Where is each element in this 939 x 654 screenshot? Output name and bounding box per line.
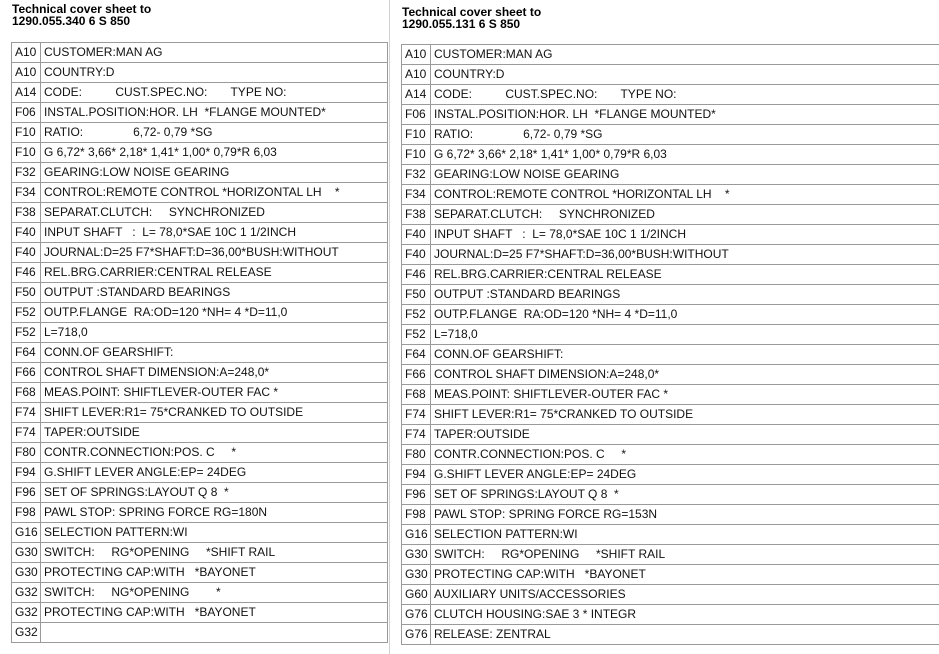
table-row[interactable]	[12, 363, 388, 383]
row-description-cell[interactable]	[41, 623, 388, 643]
row-code-cell[interactable]: F66	[12, 363, 41, 383]
right-cover-sheet-panel	[389, 0, 939, 654]
right-sheet-title: Technical cover sheet to	[402, 5, 542, 19]
row-code-cell[interactable]: G76	[402, 625, 431, 645]
table-row[interactable]	[12, 503, 388, 523]
row-description-cell[interactable]: GEARING:LOW NOISE GEARING	[41, 163, 388, 183]
row-description-cell[interactable]: TAPER:OUTSIDE	[41, 423, 388, 443]
row-description-cell[interactable]: SELECTION PATTERN:WI	[431, 525, 939, 545]
row-code-cell[interactable]: F34	[402, 185, 431, 205]
row-code-cell[interactable]: F98	[402, 505, 431, 525]
right-sheet-header	[402, 6, 541, 30]
row-code-cell[interactable]: A14	[12, 83, 41, 103]
row-code-cell[interactable]: F40	[12, 243, 41, 263]
table-row[interactable]	[402, 565, 939, 585]
row-code-cell[interactable]: F32	[12, 163, 41, 183]
row-description-cell[interactable]: SEPARAT.CLUTCH: SYNCHRONIZED	[431, 205, 939, 225]
row-code-cell[interactable]: F46	[12, 263, 41, 283]
table-row[interactable]	[402, 625, 939, 645]
left-sheet-number: 1290.055.340 6 S 850	[12, 14, 131, 28]
row-description-cell[interactable]: RATIO: 6,72- 0,79 *SG	[41, 123, 388, 143]
row-code-cell[interactable]: F66	[402, 365, 431, 385]
row-description-cell[interactable]: CODE: CUST.SPEC.NO: TYPE NO:	[431, 85, 939, 105]
table-row[interactable]	[402, 265, 939, 285]
row-code-cell[interactable]: F68	[12, 383, 41, 403]
row-code-cell[interactable]: F38	[12, 203, 41, 223]
table-row[interactable]	[12, 163, 388, 183]
row-code-cell[interactable]: A10	[12, 63, 41, 83]
row-description-cell[interactable]: SWITCH: NG*OPENING *	[41, 583, 388, 603]
table-row[interactable]	[402, 285, 939, 305]
row-description-cell[interactable]: CONTROL:REMOTE CONTROL *HORIZONTAL LH *	[431, 185, 939, 205]
row-code-cell[interactable]: F52	[12, 303, 41, 323]
row-code-cell[interactable]: F68	[402, 385, 431, 405]
row-description-cell[interactable]: PROTECTING CAP:WITH *BAYONET	[431, 565, 939, 585]
row-code-cell[interactable]: F50	[402, 285, 431, 305]
row-description-cell[interactable]: PAWL STOP: SPRING FORCE RG=153N	[431, 505, 939, 525]
row-code-cell[interactable]: F74	[12, 423, 41, 443]
left-spec-table-body	[12, 43, 388, 643]
right-spec-table	[401, 44, 939, 645]
row-code-cell[interactable]: G30	[402, 545, 431, 565]
table-row[interactable]	[12, 623, 388, 643]
row-code-cell[interactable]: F52	[402, 325, 431, 345]
row-code-cell[interactable]: F80	[12, 443, 41, 463]
table-row[interactable]	[402, 505, 939, 525]
table-row[interactable]	[12, 223, 388, 243]
row-description-cell[interactable]: OUTPUT :STANDARD BEARINGS	[41, 283, 388, 303]
table-row[interactable]	[402, 445, 939, 465]
table-row[interactable]	[12, 603, 388, 623]
table-row[interactable]	[402, 365, 939, 385]
table-row[interactable]	[12, 443, 388, 463]
table-row[interactable]	[402, 525, 939, 545]
row-code-cell[interactable]: F74	[402, 405, 431, 425]
table-row[interactable]	[402, 45, 939, 65]
row-code-cell[interactable]: F64	[402, 345, 431, 365]
row-code-cell[interactable]: F32	[402, 165, 431, 185]
row-description-cell[interactable]: PAWL STOP: SPRING FORCE RG=180N	[41, 503, 388, 523]
row-description-cell[interactable]: GEARING:LOW NOISE GEARING	[431, 165, 939, 185]
row-code-cell[interactable]: F64	[12, 343, 41, 363]
row-description-cell[interactable]: CLUTCH HOUSING:SAE 3 * INTEGR	[431, 605, 939, 625]
row-description-cell[interactable]: SET OF SPRINGS:LAYOUT Q 8 *	[431, 485, 939, 505]
table-row[interactable]	[402, 125, 939, 145]
row-code-cell[interactable]: F94	[12, 463, 41, 483]
right-sheet-number: 1290.055.131 6 S 850	[402, 17, 521, 31]
table-row[interactable]	[12, 543, 388, 563]
row-description-cell[interactable]: RELEASE: ZENTRAL	[431, 625, 939, 645]
table-row[interactable]	[402, 105, 939, 125]
table-row[interactable]	[12, 523, 388, 543]
row-description-cell[interactable]: MEAS.POINT: SHIFTLEVER-OUTER FAC *	[41, 383, 388, 403]
table-row[interactable]	[402, 545, 939, 565]
table-row[interactable]	[12, 323, 388, 343]
row-code-cell[interactable]: G16	[12, 523, 41, 543]
table-row[interactable]	[402, 145, 939, 165]
row-code-cell[interactable]: G16	[402, 525, 431, 545]
row-description-cell[interactable]: COUNTRY:D	[431, 65, 939, 85]
table-row[interactable]	[12, 43, 388, 63]
row-description-cell[interactable]: CUSTOMER:MAN AG	[41, 43, 388, 63]
table-row[interactable]	[12, 123, 388, 143]
table-row[interactable]	[12, 343, 388, 363]
row-description-cell[interactable]: SHIFT LEVER:R1= 75*CRANKED TO OUTSIDE	[41, 403, 388, 423]
row-code-cell[interactable]: F46	[402, 265, 431, 285]
row-code-cell[interactable]: F10	[12, 143, 41, 163]
row-code-cell[interactable]: F74	[402, 425, 431, 445]
row-description-cell[interactable]: L=718,0	[41, 323, 388, 343]
row-code-cell[interactable]: F10	[12, 123, 41, 143]
table-row[interactable]	[402, 425, 939, 445]
row-code-cell[interactable]: F38	[402, 205, 431, 225]
table-row[interactable]	[402, 405, 939, 425]
row-code-cell[interactable]: F96	[402, 485, 431, 505]
row-description-cell[interactable]: TAPER:OUTSIDE	[431, 425, 939, 445]
table-row[interactable]	[12, 483, 388, 503]
table-row[interactable]	[402, 305, 939, 325]
row-description-cell[interactable]: AUXILIARY UNITS/ACCESSORIES	[431, 585, 939, 605]
row-description-cell[interactable]: RATIO: 6,72- 0,79 *SG	[431, 125, 939, 145]
row-code-cell[interactable]: F50	[12, 283, 41, 303]
row-description-cell[interactable]: G 6,72* 3,66* 2,18* 1,41* 1,00* 0,79*R 6,03	[431, 145, 939, 165]
row-description-cell[interactable]: CONTROL SHAFT DIMENSION:A=248,0*	[431, 365, 939, 385]
row-code-cell[interactable]: A14	[402, 85, 431, 105]
table-row[interactable]	[402, 345, 939, 365]
left-sheet-header	[12, 3, 151, 27]
row-description-cell[interactable]: CONTR.CONNECTION:POS. C *	[431, 445, 939, 465]
table-row[interactable]	[402, 225, 939, 245]
table-row[interactable]	[402, 465, 939, 485]
row-code-cell[interactable]: F94	[402, 465, 431, 485]
row-description-cell[interactable]: COUNTRY:D	[41, 63, 388, 83]
row-description-cell[interactable]: SET OF SPRINGS:LAYOUT Q 8 *	[41, 483, 388, 503]
row-code-cell[interactable]: G32	[12, 603, 41, 623]
table-row[interactable]	[402, 185, 939, 205]
table-row[interactable]	[12, 243, 388, 263]
table-row[interactable]	[402, 605, 939, 625]
row-description-cell[interactable]: CONTROL:REMOTE CONTROL *HORIZONTAL LH *	[41, 183, 388, 203]
row-description-cell[interactable]: SEPARAT.CLUTCH: SYNCHRONIZED	[41, 203, 388, 223]
left-sheet-title: Technical cover sheet to	[12, 2, 152, 16]
row-description-cell[interactable]: INPUT SHAFT : L= 78,0*SAE 10C 1 1/2INCH	[431, 225, 939, 245]
row-description-cell[interactable]: OUTPUT :STANDARD BEARINGS	[431, 285, 939, 305]
row-description-cell[interactable]: L=718,0	[431, 325, 939, 345]
table-row[interactable]	[12, 83, 388, 103]
table-row[interactable]	[12, 183, 388, 203]
row-description-cell[interactable]: G.SHIFT LEVER ANGLE:EP= 24DEG	[41, 463, 388, 483]
row-code-cell[interactable]: F98	[12, 503, 41, 523]
right-spec-table-body	[402, 45, 939, 645]
row-code-cell[interactable]: F40	[402, 225, 431, 245]
table-row[interactable]	[402, 165, 939, 185]
row-description-cell[interactable]: CODE: CUST.SPEC.NO: TYPE NO:	[41, 83, 388, 103]
table-row[interactable]	[12, 583, 388, 603]
row-description-cell[interactable]: CUSTOMER:MAN AG	[431, 45, 939, 65]
row-code-cell[interactable]: A10	[402, 65, 431, 85]
row-description-cell[interactable]: SHIFT LEVER:R1= 75*CRANKED TO OUTSIDE	[431, 405, 939, 425]
row-description-cell[interactable]: OUTP.FLANGE RA:OD=120 *NH= 4 *D=11,0	[41, 303, 388, 323]
table-row[interactable]	[12, 303, 388, 323]
table-row[interactable]	[12, 383, 388, 403]
row-code-cell[interactable]: G32	[12, 623, 41, 643]
row-code-cell[interactable]: F52	[402, 305, 431, 325]
row-description-cell[interactable]: JOURNAL:D=25 F7*SHAFT:D=36,00*BUSH:WITHOUT	[431, 245, 939, 265]
row-code-cell[interactable]: A10	[12, 43, 41, 63]
table-row[interactable]	[402, 585, 939, 605]
row-description-cell[interactable]: CONTROL SHAFT DIMENSION:A=248,0*	[41, 363, 388, 383]
row-description-cell[interactable]: INSTAL.POSITION:HOR. LH *FLANGE MOUNTED*	[431, 105, 939, 125]
row-description-cell[interactable]: INPUT SHAFT : L= 78,0*SAE 10C 1 1/2INCH	[41, 223, 388, 243]
table-row[interactable]	[402, 485, 939, 505]
table-row[interactable]	[12, 263, 388, 283]
row-code-cell[interactable]: F10	[402, 145, 431, 165]
row-description-cell[interactable]: G.SHIFT LEVER ANGLE:EP= 24DEG	[431, 465, 939, 485]
table-row[interactable]	[12, 403, 388, 423]
row-description-cell[interactable]: CONN.OF GEARSHIFT:	[41, 343, 388, 363]
table-row[interactable]	[402, 385, 939, 405]
table-row[interactable]	[12, 63, 388, 83]
row-code-cell[interactable]: F80	[402, 445, 431, 465]
row-description-cell[interactable]: CONN.OF GEARSHIFT:	[431, 345, 939, 365]
row-description-cell[interactable]: G 6,72* 3,66* 2,18* 1,41* 1,00* 0,79*R 6,03	[41, 143, 388, 163]
row-code-cell[interactable]: F96	[12, 483, 41, 503]
row-code-cell[interactable]: G32	[12, 583, 41, 603]
row-description-cell[interactable]: SWITCH: RG*OPENING *SHIFT RAIL	[41, 543, 388, 563]
row-description-cell[interactable]: MEAS.POINT: SHIFTLEVER-OUTER FAC *	[431, 385, 939, 405]
table-row[interactable]	[12, 423, 388, 443]
row-description-cell[interactable]: REL.BRG.CARRIER:CENTRAL RELEASE	[41, 263, 388, 283]
row-description-cell[interactable]: JOURNAL:D=25 F7*SHAFT:D=36,00*BUSH:WITHOUT	[41, 243, 388, 263]
row-description-cell[interactable]: CONTR.CONNECTION:POS. C *	[41, 443, 388, 463]
table-row[interactable]	[402, 245, 939, 265]
row-code-cell[interactable]: F40	[402, 245, 431, 265]
table-row[interactable]	[12, 143, 388, 163]
row-description-cell[interactable]: PROTECTING CAP:WITH *BAYONET	[41, 563, 388, 583]
left-cover-sheet-panel	[0, 0, 389, 654]
row-code-cell[interactable]: F40	[12, 223, 41, 243]
row-code-cell[interactable]: G60	[402, 585, 431, 605]
row-code-cell[interactable]: G30	[12, 563, 41, 583]
table-row[interactable]	[12, 563, 388, 583]
table-row[interactable]	[402, 85, 939, 105]
table-row[interactable]	[12, 283, 388, 303]
row-description-cell[interactable]: SELECTION PATTERN:WI	[41, 523, 388, 543]
table-row[interactable]	[402, 205, 939, 225]
row-code-cell[interactable]: F10	[402, 125, 431, 145]
row-code-cell[interactable]: A10	[402, 45, 431, 65]
left-spec-table	[11, 42, 388, 643]
row-code-cell[interactable]: F06	[402, 105, 431, 125]
row-description-cell[interactable]: REL.BRG.CARRIER:CENTRAL RELEASE	[431, 265, 939, 285]
table-row[interactable]	[12, 103, 388, 123]
row-description-cell[interactable]: OUTP.FLANGE RA:OD=120 *NH= 4 *D=11,0	[431, 305, 939, 325]
table-row[interactable]	[12, 203, 388, 223]
row-description-cell[interactable]: INSTAL.POSITION:HOR. LH *FLANGE MOUNTED*	[41, 103, 388, 123]
row-code-cell[interactable]: G30	[12, 543, 41, 563]
row-code-cell[interactable]: G30	[402, 565, 431, 585]
table-row[interactable]	[402, 65, 939, 85]
table-row[interactable]	[402, 325, 939, 345]
row-code-cell[interactable]: F74	[12, 403, 41, 423]
row-code-cell[interactable]: G76	[402, 605, 431, 625]
row-code-cell[interactable]: F06	[12, 103, 41, 123]
row-code-cell[interactable]: F52	[12, 323, 41, 343]
row-description-cell[interactable]: PROTECTING CAP:WITH *BAYONET	[41, 603, 388, 623]
table-row[interactable]	[12, 463, 388, 483]
row-description-cell[interactable]: SWITCH: RG*OPENING *SHIFT RAIL	[431, 545, 939, 565]
row-code-cell[interactable]: F34	[12, 183, 41, 203]
